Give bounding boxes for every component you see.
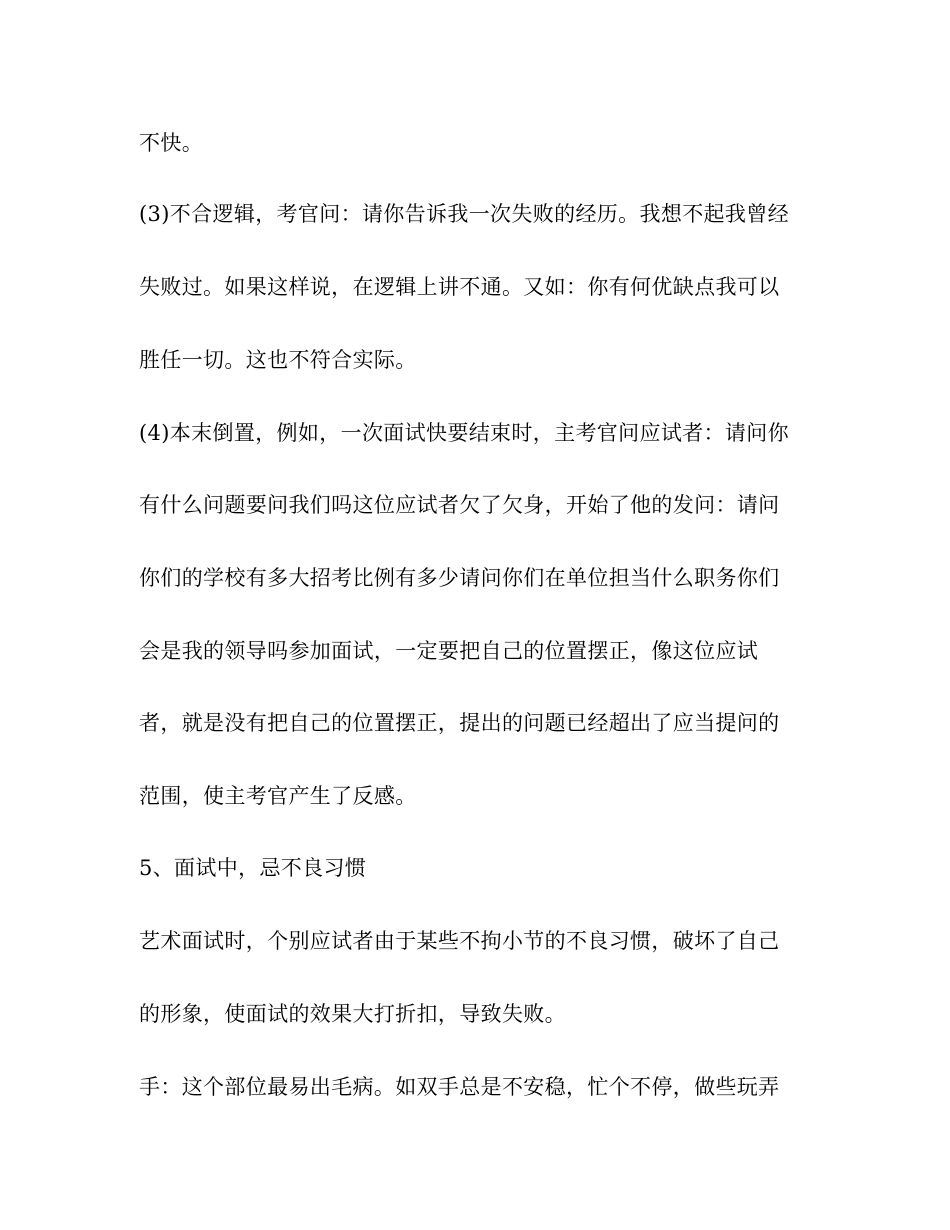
text-line: (4)本末倒置，例如，一次面试快要结束时，主考官问应试者：请问你: [139, 421, 789, 445]
section-heading: 5、面试中，忌不良习惯: [139, 856, 367, 880]
text-line: (3)不合逻辑，考官问：请你告诉我一次失败的经历。我想不起我曾经: [139, 202, 789, 226]
text-line: 不快。: [139, 131, 204, 155]
text-line: 手：这个部位最易出毛病。如双手总是不安稳，忙个不停，做些玩弄: [139, 1075, 780, 1099]
text-line: 会是我的领导吗参加面试，一定要把自己的位置摆正，像这位应试: [139, 639, 759, 663]
text-line: 范围，使主考官产生了反感。: [139, 784, 417, 808]
text-line: 者，就是没有把自己的位置摆正，提出的问题已经超出了应当提问的: [139, 711, 780, 735]
text-line: 的形象，使面试的效果大打折扣，导致失败。: [139, 1002, 566, 1026]
text-line: 艺术面试时，个别应试者由于某些不拘小节的不良习惯，破坏了自己: [139, 929, 780, 953]
text-line: 有什么问题要问我们吗这位应试者欠了欠身，开始了他的发问：请问: [139, 493, 780, 517]
text-line: 失败过。如果这样说，在逻辑上讲不通。又如：你有何优缺点我可以: [139, 275, 780, 299]
text-line: 你们的学校有多大招考比例有多少请问你们在单位担当什么职务你们: [139, 566, 780, 590]
text-line: 胜任一切。这也不符合实际。: [139, 348, 417, 372]
